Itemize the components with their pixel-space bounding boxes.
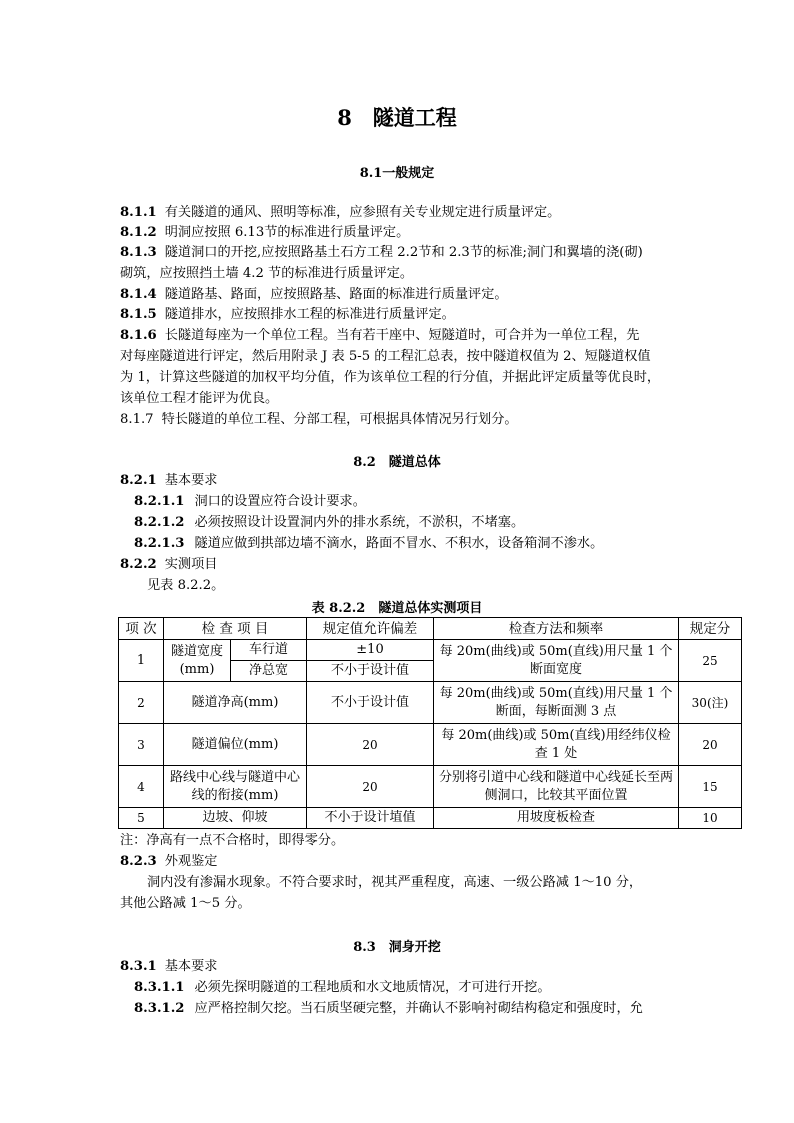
section-heading-8-1: 8.1一般规定	[359, 166, 435, 181]
table-cell: 不小于设计值	[307, 682, 434, 724]
table-cell: 30(注)	[679, 682, 742, 724]
clause-8-1-6: 8.1.6 长隧道每座为一个单位工程。当有若干座中、短隧道时，可合并为一单位工程，先	[120, 328, 640, 343]
table-cell: 隧道宽度(mm)	[164, 640, 231, 682]
table-cell: 用坡度板检查	[434, 808, 679, 829]
table-row	[119, 682, 742, 724]
clause-8-1-5: 8.1.5 隧道排水，应按照排水工程的标准进行质量评定。	[120, 307, 455, 322]
table-cell: 不小于设计埴值	[307, 808, 434, 829]
section-heading-8-2: 8.2 隧道总体	[353, 455, 441, 470]
table-cell: 分别将引道中心线和隧道中心线延长至两侧洞口，比较其平面位置	[434, 766, 679, 808]
table-cell: 25	[679, 640, 742, 682]
clause-8-1-1: 8.1.1 有关隧道的通风、照明等标准，应参照有关专业规定进行质量评定。	[120, 205, 561, 220]
clause-8-1-6-cont-3: 该单位工程才能评为优良。	[120, 391, 279, 406]
subsection-8-2-2: 8.2.2 实测项目	[120, 557, 218, 572]
subsection-8-3-1: 8.3.1 基本要求	[120, 959, 218, 974]
section-heading-8-3: 8.3 洞身开挖	[353, 940, 441, 955]
table-cell: 隧道净高(mm)	[164, 682, 307, 724]
table-cell: 车行道	[231, 640, 307, 661]
header-cell: 规定值允许偏差	[307, 618, 434, 640]
table-cell: 每 20m(曲线)或 50m(直线)用尺量 1 个断面，每断面测 3 点	[434, 682, 679, 724]
table-cell: 5	[119, 808, 164, 829]
table-cell: 4	[119, 766, 164, 808]
table-row	[119, 808, 742, 829]
header-cell: 检查方法和频率	[434, 618, 679, 640]
clause-8-1-4: 8.1.4 隧道路基、路面，应按照路基、路面的标准进行质量评定。	[120, 287, 508, 302]
table-cell: 隧道偏位(mm)	[164, 724, 307, 766]
table-cell: 不小于设计值	[307, 661, 434, 682]
table-row	[119, 640, 742, 661]
table-reference: 见表 8.2.2。	[147, 578, 225, 593]
table-row	[119, 766, 742, 808]
table-cell: 20	[307, 766, 434, 808]
table-cell: 10	[679, 808, 742, 829]
clause-8-2-1-2: 8.2.1.2 必须按照设计设置洞内外的排水系统，不淤积，不堵塞。	[134, 515, 525, 530]
table-cell: 20	[307, 724, 434, 766]
table-cell: 20	[679, 724, 742, 766]
clause-8-1-3: 8.1.3 隧道洞口的开挖,应按照路基土石方工程 2.2节和 2.3节的标准;洞门和翼墙的浇(砌)	[120, 245, 643, 260]
clause-8-1-7: 8.1.7 特长隧道的单位工程、分部工程，可根据具体情况另行划分。	[120, 412, 518, 427]
table-cell: 15	[679, 766, 742, 808]
table-cell: 路线中心线与隧道中心线的衔接(mm)	[164, 766, 307, 808]
header-cell: 检 查 项 目	[164, 618, 307, 640]
table-cell: 2	[119, 682, 164, 724]
clause-8-2-1-3: 8.2.1.3 隧道应做到拱部边墙不滴水，路面不冒水、不积水，设备箱洞不渗水。	[134, 536, 604, 551]
header-cell: 规定分	[679, 618, 742, 640]
clause-8-1-6-cont-2: 为 1，计算这些隧道的加权平均分值，作为该单位工程的行分值，并据此评定质量等优良时，	[120, 370, 661, 385]
appearance-text-1: 洞内没有渗漏水现象。不符合要求时，视其严重程度，高速、一级公路减 1～10 分，	[147, 875, 643, 890]
table-note: 注：净高有一点不合格时，即得零分。	[120, 833, 345, 848]
header-cell: 项 次	[119, 618, 164, 640]
table-cell: ±10	[307, 640, 434, 661]
table-cell: 边坡、仰坡	[164, 808, 307, 829]
inspection-table	[118, 617, 742, 829]
clause-8-3-1-2: 8.3.1.2 应严格控制欠挖。当石质坚硬完整，并确认不影响衬砌结构稳定和强度时，允	[134, 1001, 643, 1016]
chapter-title: 8 隧道工程	[337, 105, 457, 130]
table-cell: 净总宽	[231, 661, 307, 682]
clause-8-1-6-cont-1: 对每座隧道进行评定，然后用附录 J 表 5-5 的工程汇总表，按中隧道权值为 2、短隧道权值	[120, 349, 651, 364]
subsection-8-2-1: 8.2.1 基本要求	[120, 473, 218, 488]
table-cell: 每 20m(曲线)或 50m(直线)用尺量 1 个断面宽度	[434, 640, 679, 682]
table-row	[119, 724, 742, 766]
table-cell: 3	[119, 724, 164, 766]
clause-8-1-3-cont: 砌筑，应按照挡土墙 4.2 节的标准进行质量评定。	[120, 266, 414, 281]
table-header-row	[119, 618, 742, 640]
table-cell: 1	[119, 640, 164, 682]
clause-8-2-1-1: 8.2.1.1 洞口的设置应符合设计要求。	[134, 494, 366, 509]
table-caption: 表 8.2.2 隧道总体实测项目	[311, 601, 483, 616]
clause-8-1-2: 8.1.2 明洞应按照 6.13节的标准进行质量评定。	[120, 225, 410, 240]
appearance-text-2: 其他公路减 1～5 分。	[120, 896, 251, 911]
clause-8-3-1-1: 8.3.1.1 必须先探明隧道的工程地质和水文地质情况，才可进行开挖。	[134, 980, 551, 995]
table-cell: 每 20m(曲线)或 50m(直线)用经纬仪检查 1 处	[434, 724, 679, 766]
subsection-8-2-3: 8.2.3 外观鉴定	[120, 854, 218, 869]
